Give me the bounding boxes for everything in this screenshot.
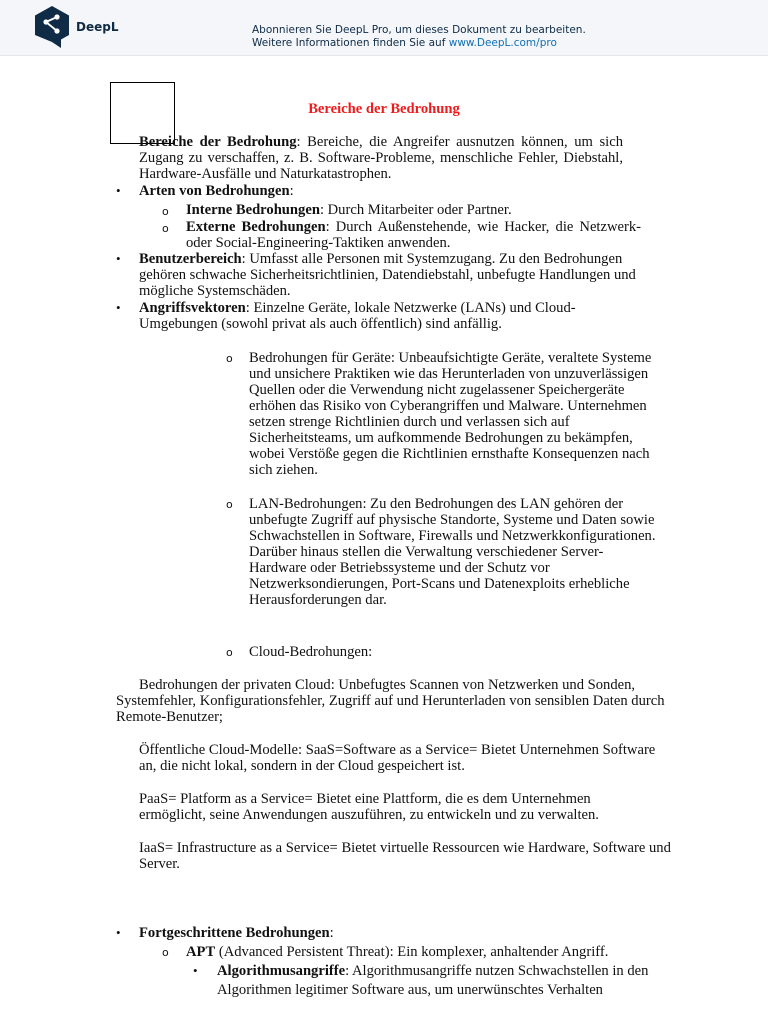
- algo-text: : Algorithmusangriffe nutzen Schwachstellen in den Algorithmen legitimer Software aus, um unerwünschtes Verhalten: [217, 963, 649, 998]
- vektoren-term: Angriffsvektoren: [139, 300, 246, 316]
- externe-term: Externe Bedrohungen: [186, 219, 326, 235]
- bullet-marker: •: [116, 925, 121, 940]
- interne-term: Interne Bedrohungen: [186, 202, 320, 218]
- interne-text: : Durch Mitarbeiter oder Partner.: [319, 202, 512, 218]
- intro-term: Bereiche der Bedrohung: [139, 134, 297, 150]
- list-item-algorithmus: [217, 962, 679, 1000]
- logo-wordmark: DeepL: [76, 20, 119, 34]
- sub-item-geraete: Bedrohungen für Geräte: Unbeaufsichtigte Geräte, veraltete Systeme und unsichere Praktiken wie das Herunterladen von unzuverlässigen Quellen oder die Verwendung nicht zugelassener Speichergeräte erhöhen das Risiko von Cyberangriffen und Malware. Unternehmen setzen strenge Richtlinien durch und verlassen sich auf Sicherheitsteams, um aufkommende Bedrohungen zu bekämpfen, wobei Verstöße gegen die Richtlinien ernsthafte Konsequenzen nach sich ziehen.: [249, 350, 652, 478]
- list-item-benutzerbereich: [139, 251, 669, 299]
- sub-item-cloud: Cloud-Bedrohungen:: [249, 644, 373, 660]
- sub-item-lan: LAN-Bedrohungen: Zu den Bedrohungen des LAN gehören der unbefugte Zugriff auf physische Standorte, Systeme und Daten sowie Schwachstellen in Software, Firewalls und Netzwerkkonfigurationen. Darüber hinaus stellen die Verwaltung verschiedener Server-Hardware oder Betriebssysteme und der Schutz vor Netzwerksondierungen, Port-Scans und Datenexploits erhebliche Herausforderungen dar.: [249, 496, 656, 608]
- circle-marker: o: [162, 946, 169, 959]
- circle-marker: o: [162, 222, 169, 235]
- list-item-apt: [186, 944, 666, 960]
- intro-paragraph: [139, 134, 623, 182]
- deepl-banner: [0, 0, 768, 56]
- promo-text: [252, 24, 586, 49]
- paragraph-paas: PaaS= Platform as a Service= Bietet eine Plattform, die es dem Unternehmen ermöglicht, seine Anwendungen auszuführen, zu entwickeln und zu verwalten.: [139, 791, 599, 823]
- circle-marker: o: [226, 352, 233, 365]
- intro-text: : Bereiche, die Angreifer ausnutzen können, um sich Zugang zu verschaffen, z. B. Software-Probleme, menschliche Fehler, Diebstahl, Hardware-Ausfälle und Naturkatastrophen.: [139, 134, 624, 182]
- deepl-logo-icon: [32, 5, 72, 49]
- externe-text: : Durch Außenstehende, wie Hacker, die Netzwerk- oder Social-Engineering-Taktiken anwenden.: [186, 219, 641, 251]
- benutzer-text: : Umfasst alle Personen mit Systemzugang. Zu den Bedrohungen gehören schwache Sicherheitsrichtlinien, Datendiebstahl, unbefugte Handlungen und mögliche Systemschäden.: [139, 251, 636, 299]
- algo-term: Algorithmusangriffe: [217, 963, 346, 979]
- circle-marker: o: [226, 646, 233, 659]
- paragraph-private-cloud: Bedrohungen der privaten Cloud: Unbefugtes Scannen von Netzwerken und Sonden, Systemfehler, Konfigurationsfehler, Zugriff auf und Herunterladen von sensiblen Daten durch Remote-Benutzer;: [116, 677, 665, 725]
- promo-line-1: Abonnieren Sie DeepL Pro, um dieses Dokument zu bearbeiten.: [252, 24, 586, 36]
- list-item-fortgeschrittene: [139, 925, 619, 941]
- bullet-marker: •: [116, 300, 121, 315]
- apt-term: APT: [186, 944, 216, 960]
- vektoren-text: : Einzelne Geräte, lokale Netzwerke (LANs) und Cloud-Umgebungen (sowohl privat als auch öffentlich) sind anfällig.: [139, 300, 576, 332]
- benutzer-term: Benutzerbereich: [139, 251, 242, 267]
- arten-term: Arten von Bedrohungen: [139, 183, 290, 199]
- bullet-marker: •: [116, 251, 121, 266]
- promo-line-2-prefix: Weitere Informationen finden Sie auf: [252, 36, 449, 49]
- list-item-angriffsvektoren: [139, 300, 611, 332]
- paragraph-saas: Öffentliche Cloud-Modelle: SaaS=Software as a Service= Bietet Unternehmen Software an, die nicht lokal, sondern in der Cloud gespeichert ist.: [139, 742, 656, 774]
- list-item-arten: [139, 183, 623, 199]
- page-title: Bereiche der Bedrohung: [308, 101, 460, 117]
- bullet-marker: •: [193, 963, 198, 978]
- bullet-marker: •: [116, 183, 121, 198]
- advanced-text: :: [329, 925, 334, 941]
- list-item-externe: [186, 219, 641, 251]
- paragraph-iaas: IaaS= Infrastructure as a Service= Bietet virtuelle Ressourcen wie Hardware, Software und Server.: [139, 840, 671, 872]
- promo-line-2: [252, 37, 586, 50]
- advanced-term: Fortgeschrittene Bedrohungen: [139, 925, 330, 941]
- circle-marker: o: [162, 205, 169, 218]
- circle-marker: o: [226, 498, 233, 511]
- arten-text: :: [289, 183, 294, 199]
- deepl-pro-link[interactable]: www.DeepL.com/pro: [448, 36, 557, 49]
- apt-text: (Advanced Persistent Threat): Ein komplexer, anhaltender Angriff.: [215, 944, 609, 960]
- list-item-interne: [186, 202, 641, 218]
